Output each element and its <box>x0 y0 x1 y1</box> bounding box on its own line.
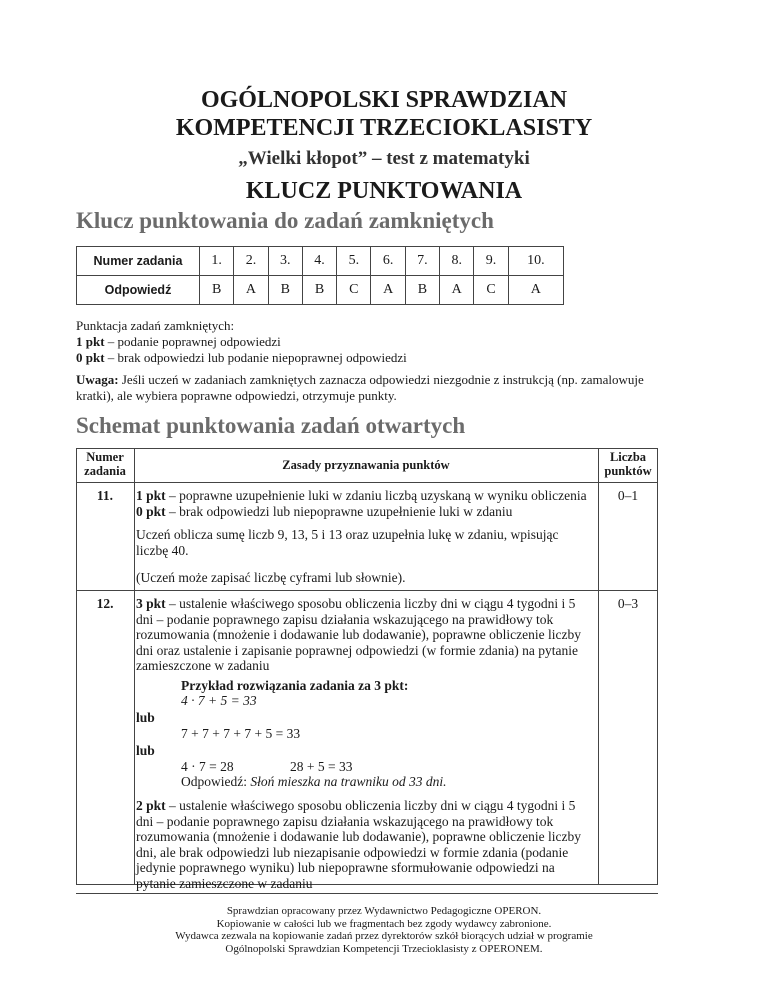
task-number: 2. <box>234 247 268 276</box>
task-number: 9. <box>474 247 508 276</box>
answer-cell: A <box>234 276 268 305</box>
col-header-number: Numer zadania <box>84 450 126 478</box>
example-equation-3b: 28 + 5 = 33 <box>290 759 353 774</box>
task-11-rule-1 <box>136 488 588 504</box>
answer-cell: C <box>337 276 371 305</box>
answer-cell: B <box>405 276 439 305</box>
rule-label: 2 pkt <box>136 798 166 813</box>
answer-label: Odpowiedź: <box>181 774 251 789</box>
scoring-1-text: – podanie poprawnej odpowiedzi <box>104 334 281 349</box>
footer-line-3: Wydawca zezwala na kopiowanie zadań przez dyrektorów szkół biorących udział w programie <box>175 930 593 942</box>
rule-text: – ustalenie właściwego sposobu obliczenia liczby dni w ciągu 4 tygodni i 5 dni – podanie poprawnego zapisu działania wskazującego na prawidłowy tok rozumowania (mnożenie i dodawanie lub dodawanie), poprawne obliczenie liczby dni oraz ustalenie i zapisanie poprawnej odpowiedzi (w formie zdania) na pytanie zamieszczone w zadaniu <box>136 596 581 673</box>
example-equation-1: 4 · 7 + 5 = 33 <box>181 693 257 708</box>
task-11-rules <box>136 488 588 586</box>
title-line-2: KOMPETENCJI TRZECIOKLASISTY <box>175 115 593 141</box>
or-label: lub <box>136 743 155 758</box>
or-label: lub <box>136 710 155 725</box>
table-border <box>134 448 135 885</box>
footer <box>0 905 768 955</box>
task-12-rule-3 <box>136 596 588 674</box>
closed-note <box>76 372 676 404</box>
task-11-points: 0–1 <box>617 488 639 503</box>
task-number: 10. <box>508 247 563 276</box>
answer-cell: C <box>474 276 508 305</box>
footer-line-2: Kopiowanie w całości lub we fragmentach bez zgody wydawcy zabronione. <box>216 917 552 930</box>
open-section-title: Schemat punktowania zadań otwartych <box>76 413 466 438</box>
scoring-line-1 <box>76 334 407 350</box>
task-11-rule-0 <box>136 504 588 520</box>
col-header-rules: Zasady przyznawania punktów <box>282 458 450 472</box>
table-border <box>657 448 658 885</box>
rule-label: 0 pkt <box>136 503 166 519</box>
answer-cell: A <box>440 276 474 305</box>
main-title: KLUCZ PUNKTOWANIA <box>245 178 523 204</box>
rule-text: – brak odpowiedzi lub niepoprawne uzupełnienie luki w zdaniu <box>165 503 513 519</box>
table-row-answers <box>77 276 564 305</box>
footer-rule <box>76 893 658 894</box>
task-12-rule-2 <box>136 798 588 891</box>
example-title: Przykład rozwiązania zadania za 3 pkt: <box>181 678 409 693</box>
scoring-0-text: – brak odpowiedzi lub podanie niepoprawnej odpowiedzi <box>104 350 407 365</box>
table-row-numbers <box>77 247 564 276</box>
row-label-answer: Odpowiedź <box>77 276 200 305</box>
scoring-line-0 <box>76 350 407 366</box>
footer-line-1: Sprawdzian opracowany przez Wydawnictwo Pedagogiczne OPERON. <box>226 905 542 917</box>
table-border <box>76 448 77 885</box>
task-number: 1. <box>200 247 234 276</box>
rule-text: – poprawne uzupełnienie luki w zdaniu liczbą uzyskaną w wyniku obliczenia <box>165 488 587 503</box>
rule-label: 1 pkt <box>136 488 166 503</box>
task-12-points: 0–3 <box>617 596 639 611</box>
closed-answers-table <box>76 246 564 305</box>
example-equation-3a: 4 · 7 = 28 <box>181 759 234 774</box>
answer-cell: A <box>508 276 563 305</box>
col-header-points: Liczba punktów <box>604 450 652 478</box>
task-number: 5. <box>337 247 371 276</box>
task-11-note: (Uczeń może zapisać liczbę cyframi lub słownie). <box>136 570 406 585</box>
task-12-number: 12. <box>96 596 114 611</box>
closed-section-title: Klucz punktowania do zadań zamkniętych <box>76 208 494 233</box>
note-label: Uwaga: <box>76 372 119 387</box>
example-answer <box>181 774 446 790</box>
answer-cell: B <box>268 276 302 305</box>
note-text: Jeśli uczeń w zadaniach zamkniętych zaznacza odpowiedzi niezgodnie z instrukcją (np. zamalowuje kratki), ale wybiera poprawne odpowiedzi, otrzymuje punkty. <box>76 372 644 403</box>
task-number: 6. <box>371 247 405 276</box>
scoring-0-label: 0 pkt <box>76 350 105 365</box>
open-scoring-table <box>76 448 658 891</box>
table-border <box>598 448 599 885</box>
footer-line-4: Ogólnopolski Sprawdzian Kompetencji Trzecioklasisty z OPERONEM. <box>225 942 543 955</box>
task-number: 4. <box>302 247 336 276</box>
table-border <box>76 448 658 449</box>
table-border <box>76 590 658 591</box>
rule-text: – ustalenie właściwego sposobu obliczenia liczby dni w ciągu 4 tygodni i 5 dni – podanie poprawnego zapisu działania wskazującego na prawidłowy tok rozumowania (mnożenie i dodawanie lub dodawanie), poprawne obliczenie liczby dni, ale brak odpowiedzi lub niezapisanie odpowiedzi w formie zdania (podanie jedynie poprawnego wyniku) lub niepoprawne sformułowanie odpowiedzi na pytanie zamieszczone w zadaniu <box>136 798 581 891</box>
scoring-1-label: 1 pkt <box>76 334 105 349</box>
title-line-1: OGÓLNOPOLSKI SPRAWDZIAN <box>200 87 568 113</box>
answer-text: Słoń mieszka na trawniku od 33 dni. <box>250 774 447 789</box>
closed-scoring-info <box>76 318 407 366</box>
task-number: 3. <box>268 247 302 276</box>
row-label-number: Numer zadania <box>77 247 200 276</box>
task-number: 8. <box>440 247 474 276</box>
table-border <box>76 482 658 483</box>
rule-label: 3 pkt <box>136 596 166 611</box>
subtitle: „Wielki kłopot” – test z matematyki <box>238 148 530 169</box>
answer-cell: B <box>200 276 234 305</box>
scoring-intro: Punktacja zadań zamkniętych: <box>76 318 235 333</box>
example-equation-2: 7 + 7 + 7 + 7 + 5 = 33 <box>181 726 301 741</box>
task-number: 7. <box>405 247 439 276</box>
answer-cell: A <box>371 276 405 305</box>
task-11-number: 11. <box>96 488 114 503</box>
answer-cell: B <box>302 276 336 305</box>
task-11-explanation: Uczeń oblicza sumę liczb 9, 13, 5 i 13 oraz uzupełnia lukę w zdaniu, wpisując liczbę 40. <box>136 527 559 558</box>
